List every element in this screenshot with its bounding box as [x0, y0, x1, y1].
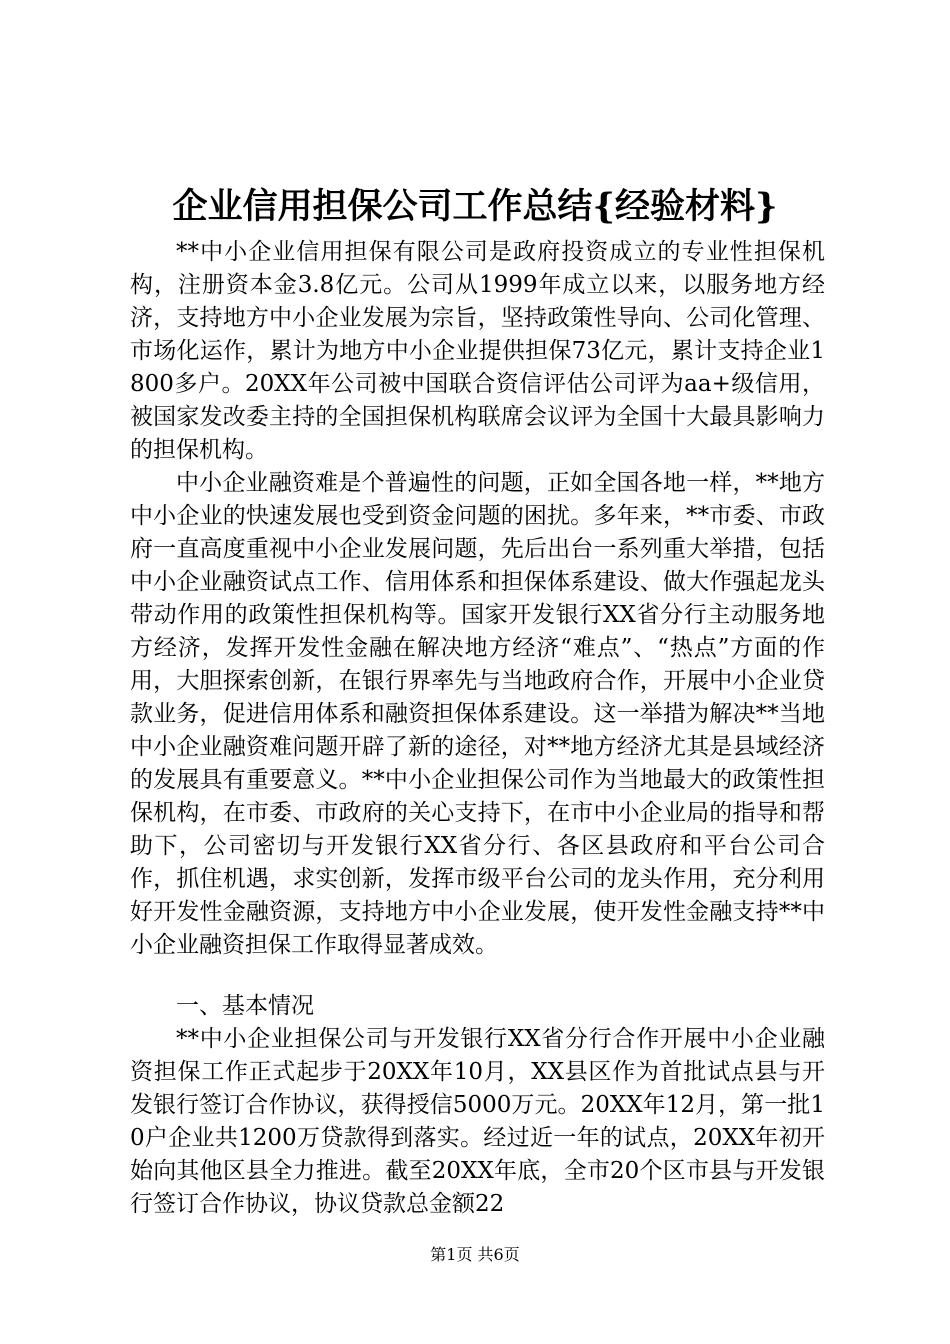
document-title: 企业信用担保公司工作总结{经验材料} [172, 186, 778, 227]
paragraph-financing: 中小企业融资难是个普遍性的问题，正如全国各地一样，**地方中小企业的快速发展也受到资金问题的困扰。多年来，**市委、市政府一直高度重视中小企业发展问题，先后出台一系列重大举措，包括中小企业融资试点工作、信用体系和担保体系建设、做大作强起龙头带动作用的政策性担保机构等。国家开发银行XX省分行主动服务地方经济，发挥开发性金融在解决地方经济“难点”、“热点”方面的作用，大胆探索创新，在银行界率先与当地政府合作，开展中小企业贷款业务，促进信用体系和融资担保体系建设。这一举措为解决**当地中小企业融资难问题开辟了新的途径，对**地方经济尤其是县域经济的发展具有重要意义。**中小企业担保公司作为当地最大的政策性担保机构，在市委、市政府的关心支持下，在市中小企业局的指导和帮助下，公司密切与开发银行XX省分行、各区县政府和平台公司合作，抓住机遇，求实创新，发挥市级平台公司的龙头作用，充分利用好开发性金融资源，支持地方中小企业发展，使开发性金融支持**中小企业融资担保工作取得显著成效。 [130, 470, 825, 958]
document-body [130, 236, 825, 1221]
page-number-footer: 第1页 共6页 [430, 1245, 520, 1264]
paragraph-basic-situation: **中小企业担保公司与开发银行XX省分行合作开展中小企业融资担保工作正式起步于20XX年10月，XX县区作为首批试点县与开发银行签订合作协议，获得授信5000万元。20XX年12月，第一批10户企业共1200万贷款得到落实。经过近一年的试点，20XX年初开始向其他区县全力推进。截至20XX年底，全市20个区市县与开发银行签订合作协议，协议贷款总金额22 [130, 1026, 825, 1217]
section-heading-basic-situation: 一、基本情况 [176, 993, 314, 1019]
paragraph-intro: **中小企业信用担保有限公司是政府投资成立的专业性担保机构，注册资本金3.8亿元。公司从1999年成立以来，以服务地方经济，支持地方中小企业发展为宗旨，坚持政策性导向、公司化管理、市场化运作，累计为地方中小企业提供担保73亿元，累计支持企业1800多户。20XX年公司被中国联合资信评估公司评为aa+级信用，被国家发改委主持的全国担保机构联席会议评为全国十大最具影响力的担保机构。 [130, 239, 825, 463]
